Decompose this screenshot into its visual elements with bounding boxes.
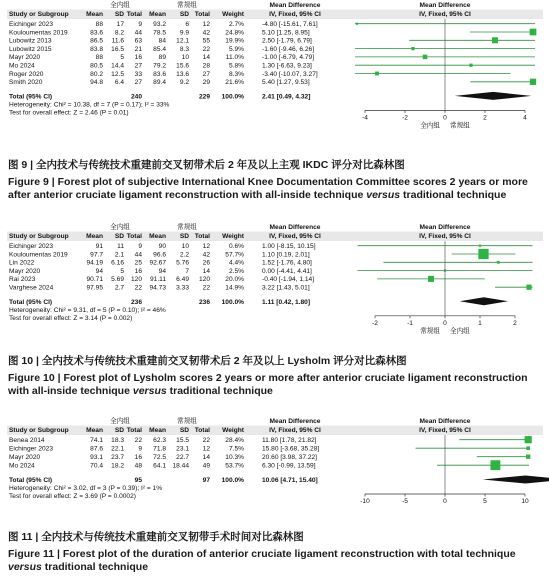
x-axis-tick-label: 10 — [521, 498, 529, 505]
row-study-label: Kouloumentas 2019 — [9, 29, 68, 37]
total-ci-text: 1.11 [0.42, 1.80] — [262, 298, 311, 306]
header-mean-b: Mean — [149, 427, 166, 434]
row-weight: 11.0% — [225, 54, 244, 62]
row-total-a: 27 — [134, 62, 142, 70]
header-total-a: Total — [126, 11, 142, 18]
study-square-marker — [530, 29, 537, 36]
header-group-a: 全内组 — [110, 224, 130, 231]
header-study: Study or Subgroup — [9, 233, 69, 240]
study-square-marker — [497, 261, 500, 264]
row-sd-a: 23.7 — [111, 454, 124, 461]
row-total-a: 120 — [130, 276, 142, 284]
row-sd-a: 2.7 — [114, 284, 124, 292]
figure-10-caption-en-part-a: Figure 10 | Forest plot of Lysholm scores 2 years or more after anterior cruciate ligament reconstruction with all-inside technique — [8, 372, 528, 397]
header-group-a: 全内组 — [110, 418, 130, 425]
row-total-b: 14 — [202, 54, 210, 62]
row-mean-b: 96.6 — [153, 251, 166, 259]
row-mean-a: 70.4 — [90, 462, 103, 470]
row-total-b: 22 — [202, 45, 210, 53]
row-ci-text: 5.10 [1.25, 8.95] — [262, 29, 310, 37]
row-mean-b: 62.3 — [153, 437, 166, 444]
figure-11-caption-en — [8, 548, 544, 574]
study-square-marker — [375, 72, 379, 76]
figure-9-caption-cn: 图 9 | 全内技术与传统技术重建前交叉韧带术后 2 年及以上主观 IKDC 评分对比森林图 — [8, 159, 405, 171]
total-weight: 100.0% — [221, 477, 244, 484]
row-weight: 53.7% — [225, 462, 244, 470]
row-sd-b: 12.1 — [176, 37, 189, 45]
favours-left-label: 常规组 — [420, 327, 440, 335]
pooled-diamond-marker — [460, 297, 508, 305]
row-total-a: 44 — [134, 251, 142, 259]
row-total-a: 33 — [134, 70, 142, 78]
header-mean-a: Mean — [86, 11, 103, 18]
row-weight: 28.4% — [225, 437, 244, 444]
total-n-b: 97 — [202, 477, 210, 484]
row-mean-b: 94.73 — [149, 284, 166, 292]
row-mean-b: 93.2 — [153, 21, 166, 28]
study-square-marker — [469, 64, 472, 67]
row-total-a: 9 — [138, 243, 142, 250]
header-weight: Weight — [222, 233, 244, 240]
row-mean-b: 94 — [158, 267, 166, 275]
header-plot-title: Mean Difference — [419, 418, 471, 425]
forest-plot-figure-9 — [0, 0, 549, 150]
header-plot-sub: IV, Fixed, 95% CI — [419, 233, 471, 240]
row-sd-a: 5 — [120, 267, 124, 275]
row-weight: 2.7% — [228, 21, 244, 28]
forest-plot-figure-11 — [0, 416, 549, 522]
row-sd-a: 5 — [120, 54, 124, 62]
header-weight: Weight — [222, 427, 244, 434]
row-mean-a: 74.1 — [90, 437, 103, 444]
header-md-title: Mean Difference — [269, 224, 321, 231]
row-total-b: 27 — [202, 70, 210, 78]
row-ci-text: 11.80 [1.78, 21.82] — [262, 437, 317, 444]
total-n-a: 236 — [130, 298, 142, 306]
row-sd-a: 12.5 — [111, 70, 124, 78]
row-sd-b: 7 — [185, 267, 189, 275]
row-total-a: 9 — [138, 21, 142, 28]
row-total-a: 16 — [134, 54, 142, 62]
row-ci-text: -4.80 [-15.61, 7.61] — [262, 21, 318, 28]
forest-plot-figure-10 — [0, 222, 549, 352]
row-total-a: 63 — [134, 37, 142, 45]
row-sd-b: 6.49 — [176, 276, 189, 284]
header-md-title: Mean Difference — [269, 418, 321, 425]
row-ci-text: 1.52 [-1.76, 4.80] — [262, 259, 312, 267]
row-study-label: Mayr 2020 — [9, 267, 41, 275]
header-md-title: Mean Difference — [269, 2, 321, 9]
row-mean-a: 91 — [95, 243, 103, 250]
study-square-marker — [526, 285, 531, 290]
header-md-sub: IV, Fixed, 95% CI — [269, 427, 321, 434]
row-total-b: 28 — [202, 62, 210, 70]
row-weight: 20.0% — [225, 276, 244, 284]
row-total-a: 21 — [134, 45, 142, 53]
forest-plot-f11-svg — [0, 416, 549, 522]
row-study-label: Mo 2024 — [9, 62, 35, 70]
header-total-a: Total — [126, 233, 142, 240]
figure-10-caption-en-part-b: traditional technique — [166, 385, 273, 397]
total-label: Total (95% CI) — [9, 477, 53, 484]
row-total-b: 55 — [202, 37, 210, 45]
favours-right-label: 全内组 — [450, 327, 470, 335]
row-study-label: Lubowitz 2015 — [9, 45, 52, 53]
row-total-a: 48 — [134, 462, 142, 470]
forest-plot-f9-svg — [0, 0, 549, 150]
row-study-label: Eichinger 2023 — [9, 243, 53, 250]
row-sd-a: 8.2 — [114, 29, 124, 37]
heterogeneity-text: Heterogeneity: Chi² = 3.02, df = 3 (P = 0.39); I² = 1% — [9, 485, 163, 492]
heterogeneity-text: Heterogeneity: Chi² = 9.31, df = 5 (P = 0.10); I² = 46% — [9, 306, 166, 314]
row-mean-a: 80.2 — [90, 70, 103, 78]
row-total-b: 14 — [202, 267, 210, 275]
study-square-marker — [526, 455, 530, 459]
study-square-marker — [411, 47, 414, 50]
row-ci-text: 20.60 [3.98, 37.22] — [262, 454, 317, 461]
row-mean-a: 93.1 — [90, 454, 103, 461]
row-mean-b: 92.67 — [149, 259, 166, 267]
header-md-sub: IV, Fixed, 95% CI — [269, 11, 321, 18]
row-total-b: 22 — [202, 437, 210, 444]
study-square-marker — [478, 249, 488, 259]
favours-right-label: 常规组 — [450, 122, 470, 130]
row-study-label: Lin 2022 — [9, 259, 35, 267]
header-total-b: Total — [194, 427, 210, 434]
row-sd-b: 22.7 — [176, 454, 189, 461]
row-mean-b: 79.2 — [153, 62, 166, 70]
row-total-b: 49 — [202, 462, 210, 470]
row-sd-b: 15.6 — [176, 62, 189, 70]
x-axis-tick-label: 4 — [523, 114, 527, 122]
row-sd-b: 15.5 — [176, 437, 189, 444]
row-mean-b: 84 — [158, 37, 166, 45]
row-mean-a: 94.19 — [86, 259, 103, 267]
header-plot-sub: IV, Fixed, 95% CI — [419, 11, 471, 18]
row-total-a: 9 — [138, 445, 142, 453]
study-square-marker — [423, 55, 427, 59]
row-study-label: Mayr 2020 — [9, 54, 41, 62]
row-total-b: 12 — [202, 21, 210, 28]
header-total-b: Total — [194, 11, 210, 18]
row-mean-a: 90.71 — [86, 276, 103, 284]
row-weight: 2.5% — [228, 267, 244, 275]
row-ci-text: 1.00 [-8.15, 10.15] — [262, 243, 316, 250]
row-sd-b: 6 — [185, 21, 189, 28]
row-sd-a: 11 — [117, 243, 124, 250]
row-ci-text: 6.30 [-0.99, 13.59] — [262, 462, 316, 470]
row-study-label: Varghese 2024 — [9, 284, 54, 292]
heterogeneity-text: Heterogeneity: Chi² = 10.38, df = 7 (P = 0.17); I² = 33% — [9, 101, 170, 109]
header-mean-b: Mean — [149, 233, 166, 240]
row-ci-text: -1.00 [-6.79, 4.79] — [262, 54, 315, 62]
row-mean-b: 89 — [158, 54, 166, 62]
row-ci-text: 5.40 [1.27, 9.53] — [262, 79, 310, 87]
row-weight: 21.6% — [225, 79, 244, 87]
study-square-marker — [526, 446, 530, 450]
forest-plot-f10-svg — [0, 222, 549, 352]
row-mean-a: 94 — [95, 267, 103, 275]
header-plot-title: Mean Difference — [419, 224, 471, 231]
row-weight: 19.9% — [225, 37, 244, 45]
row-sd-b: 18.44 — [172, 462, 189, 470]
overall-effect-text: Test for overall effect: Z = 3.69 (P = 0.0002) — [9, 493, 136, 500]
row-mean-b: 90 — [158, 243, 166, 250]
row-sd-b: 3.33 — [176, 284, 189, 292]
row-sd-a: 18.2 — [111, 462, 124, 470]
header-group-b: 常规组 — [177, 2, 197, 9]
x-axis-tick-label: -10 — [360, 498, 370, 505]
x-axis-tick-label: 2 — [513, 319, 517, 327]
row-mean-a: 97.95 — [86, 284, 103, 292]
header-study: Study or Subgroup — [9, 11, 69, 18]
row-ci-text: 2.50 [-1.79, 6.79] — [262, 37, 312, 45]
row-sd-a: 6.16 — [111, 259, 124, 267]
x-axis-tick-label: -2 — [372, 319, 378, 327]
row-total-b: 22 — [202, 284, 210, 292]
pooled-diamond-marker — [483, 476, 549, 484]
row-weight: 8.3% — [228, 70, 244, 78]
total-label: Total (95% CI) — [9, 298, 53, 306]
header-sd-a: SD — [114, 427, 124, 434]
total-ci-text: 10.06 [4.71, 15.40] — [262, 477, 318, 484]
row-sd-a: 2.1 — [114, 251, 124, 259]
header-sd-b: SD — [179, 233, 189, 240]
row-study-label: Rai 2023 — [9, 276, 36, 284]
row-total-a: 22 — [134, 437, 142, 444]
row-total-a: 22 — [134, 284, 142, 292]
row-mean-a: 80.5 — [90, 62, 103, 70]
figure-10-caption-en — [8, 372, 544, 398]
figure-11-caption-cn: 图 11 | 全内技术与传统技术重建前交叉韧带手术时间对比森林图 — [8, 531, 304, 543]
row-study-label: Smith 2020 — [9, 79, 43, 87]
header-group-b: 常规组 — [177, 224, 197, 231]
row-mean-a: 83.8 — [90, 45, 103, 53]
row-sd-a: 16.5 — [111, 45, 124, 53]
header-group-b: 常规组 — [177, 418, 197, 425]
header-mean-a: Mean — [86, 427, 103, 434]
row-mean-b: 64.1 — [153, 462, 166, 470]
row-weight: 7.5% — [228, 445, 244, 453]
total-label: Total (95% CI) — [9, 93, 53, 101]
study-square-marker — [492, 37, 498, 43]
overall-effect-text: Test for overall effect: Z = 2.46 (P = 0.01) — [9, 109, 129, 117]
x-axis-tick-label: 1 — [478, 319, 482, 327]
row-total-b: 26 — [202, 259, 210, 267]
row-study-label: Mo 2024 — [9, 462, 35, 470]
total-n-a: 95 — [134, 477, 142, 484]
figure-11-caption-en-part-a: Figure 11 | Forest plot of the duration of anterior cruciate ligament reconstruction with total technique — [8, 548, 516, 560]
x-axis-tick-label: 0 — [443, 319, 447, 327]
row-sd-b: 8.3 — [179, 45, 189, 53]
figure-10-caption-cn: 图 10 | 全内技术与传统技术重建前交叉韧带术后 2 年及以上 Lysholm 评分对比森林图 — [8, 355, 407, 367]
figure-11-caption-en-part-b: traditional technique — [41, 561, 149, 573]
total-n-b: 236 — [198, 298, 210, 306]
row-weight: 5.9% — [228, 45, 244, 53]
row-mean-b: 85.4 — [153, 45, 166, 53]
row-sd-b: 9.2 — [179, 79, 189, 87]
row-mean-a: 88 — [95, 21, 103, 28]
study-square-marker — [530, 79, 536, 85]
header-sd-b: SD — [179, 11, 189, 18]
header-sd-b: SD — [179, 427, 189, 434]
study-square-marker — [479, 245, 481, 247]
study-square-marker — [356, 23, 358, 25]
row-weight: 57.7% — [225, 251, 244, 259]
figure-9-caption-en-part-b: traditional technique — [400, 189, 507, 201]
figure-11-caption-en-versus: versus — [8, 561, 42, 573]
x-axis-tick-label: 2 — [483, 114, 487, 122]
favours-left-label: 全内组 — [420, 122, 440, 130]
header-sd-a: SD — [114, 11, 124, 18]
row-total-b: 12 — [202, 243, 210, 250]
total-n-b: 229 — [198, 93, 210, 101]
x-axis-tick-label: -1 — [407, 319, 413, 327]
row-ci-text: 1.10 [0.19, 2.01] — [262, 251, 310, 259]
total-n-a: 240 — [130, 93, 142, 101]
row-weight: 24.8% — [225, 29, 244, 37]
study-square-marker — [490, 460, 500, 470]
x-axis-tick-label: -4 — [362, 114, 368, 122]
x-axis-tick-label: 0 — [443, 498, 447, 505]
row-sd-a: 14.4 — [111, 62, 124, 70]
figure-9-caption-en-part-a: Figure 9 | Forest plot of subjective International Knee Documentation Committee scores 2 years or more after anterior cruciate ligament reconstruction with all-inside technique — [8, 176, 528, 201]
header-mean-b: Mean — [149, 11, 166, 18]
row-weight: 5.8% — [228, 62, 244, 70]
study-square-marker — [428, 276, 434, 282]
row-weight: 10.3% — [225, 454, 244, 461]
row-mean-a: 94.8 — [90, 79, 103, 87]
total-weight: 100.0% — [221, 93, 244, 101]
row-sd-a: 11.6 — [111, 37, 124, 45]
row-sd-b: 5.76 — [176, 259, 189, 267]
row-mean-b: 72.5 — [153, 454, 166, 461]
figure-9-caption-en — [8, 176, 544, 202]
row-sd-b: 13.6 — [176, 70, 189, 78]
row-total-b: 120 — [198, 276, 210, 284]
row-ci-text: -3.40 [-10.07, 3.27] — [262, 70, 318, 78]
row-study-label: Eichinger 2023 — [9, 21, 53, 28]
row-mean-b: 89.4 — [153, 79, 166, 87]
figure-10-caption-en-versus: versus — [132, 385, 167, 397]
header-sd-a: SD — [114, 233, 124, 240]
row-total-a: 27 — [134, 79, 142, 87]
header-md-sub: IV, Fixed, 95% CI — [269, 233, 321, 240]
x-axis-tick-label: 5 — [483, 498, 487, 505]
row-sd-a: 22.1 — [111, 445, 124, 453]
total-ci-text: 2.41 [0.49, 4.32] — [262, 93, 311, 101]
row-mean-a: 97.7 — [90, 251, 103, 259]
row-ci-text: 3.22 [1.43, 5.01] — [262, 284, 310, 292]
row-sd-a: 18.3 — [111, 437, 124, 444]
x-axis-tick-label: -2 — [402, 114, 408, 122]
pooled-diamond-marker — [455, 92, 532, 100]
header-total-b: Total — [194, 233, 210, 240]
row-study-label: Benea 2014 — [9, 437, 45, 444]
row-sd-b: 9.9 — [179, 29, 189, 37]
row-mean-b: 91.11 — [149, 276, 166, 284]
study-square-marker — [525, 436, 532, 443]
row-sd-b: 23.1 — [176, 445, 189, 453]
row-mean-a: 87.6 — [90, 445, 103, 453]
row-total-a: 16 — [134, 454, 142, 461]
row-total-b: 42 — [202, 251, 210, 259]
row-total-b: 29 — [202, 79, 210, 87]
header-plot-sub: IV, Fixed, 95% CI — [419, 427, 471, 434]
row-total-a: 16 — [134, 267, 142, 275]
row-total-b: 14 — [202, 454, 210, 461]
row-sd-b: 10 — [181, 54, 189, 62]
figure-9-caption-en-versus: versus — [366, 189, 401, 201]
row-ci-text: 15.80 [-3.68, 35.28] — [262, 445, 320, 453]
header-mean-a: Mean — [86, 233, 103, 240]
header-plot-title: Mean Difference — [419, 2, 471, 9]
x-axis-tick-label: 0 — [443, 114, 447, 122]
row-study-label: Kouloumentas 2019 — [9, 251, 68, 259]
row-total-b: 42 — [202, 29, 210, 37]
header-weight: Weight — [222, 11, 244, 18]
total-weight: 100.0% — [221, 298, 244, 306]
header-group-a: 全内组 — [110, 2, 130, 9]
row-weight: 14.9% — [225, 284, 244, 292]
overall-effect-text: Test for overall effect: Z = 3.14 (P = 0.002) — [9, 314, 133, 322]
header-total-a: Total — [126, 427, 142, 434]
row-sd-b: 10 — [181, 243, 189, 250]
row-weight: 0.6% — [228, 243, 244, 250]
header-study: Study or Subgroup — [9, 427, 69, 434]
row-study-label: Roger 2020 — [9, 70, 44, 78]
row-mean-b: 78.5 — [153, 29, 166, 37]
row-study-label: Eichinger 2023 — [9, 445, 53, 453]
row-ci-text: 0.00 [-4.41, 4.41] — [262, 267, 312, 275]
x-axis-tick-label: -5 — [402, 498, 408, 505]
row-ci-text: 1.30 [-6.63, 9.23] — [262, 62, 312, 70]
row-mean-b: 71.8 — [153, 445, 166, 453]
row-total-a: 44 — [134, 29, 142, 37]
row-total-a: 25 — [134, 259, 142, 267]
row-weight: 4.4% — [228, 259, 244, 267]
row-mean-a: 88 — [95, 54, 103, 62]
row-sd-a: 6.4 — [114, 79, 124, 87]
row-mean-b: 83.6 — [153, 70, 166, 78]
row-study-label: Mayr 2020 — [9, 454, 41, 461]
row-study-label: Lubowitz 2013 — [9, 37, 52, 45]
row-mean-a: 86.5 — [90, 37, 103, 45]
row-mean-a: 83.6 — [90, 29, 103, 37]
row-sd-a: 5.69 — [111, 276, 124, 284]
row-ci-text: -0.40 [-1.94, 1.14] — [262, 276, 315, 284]
row-ci-text: -1.60 [-9.46, 6.26] — [262, 45, 315, 53]
row-sd-a: 17 — [116, 21, 124, 28]
row-sd-b: 2.2 — [179, 251, 189, 259]
row-total-b: 12 — [202, 445, 210, 453]
